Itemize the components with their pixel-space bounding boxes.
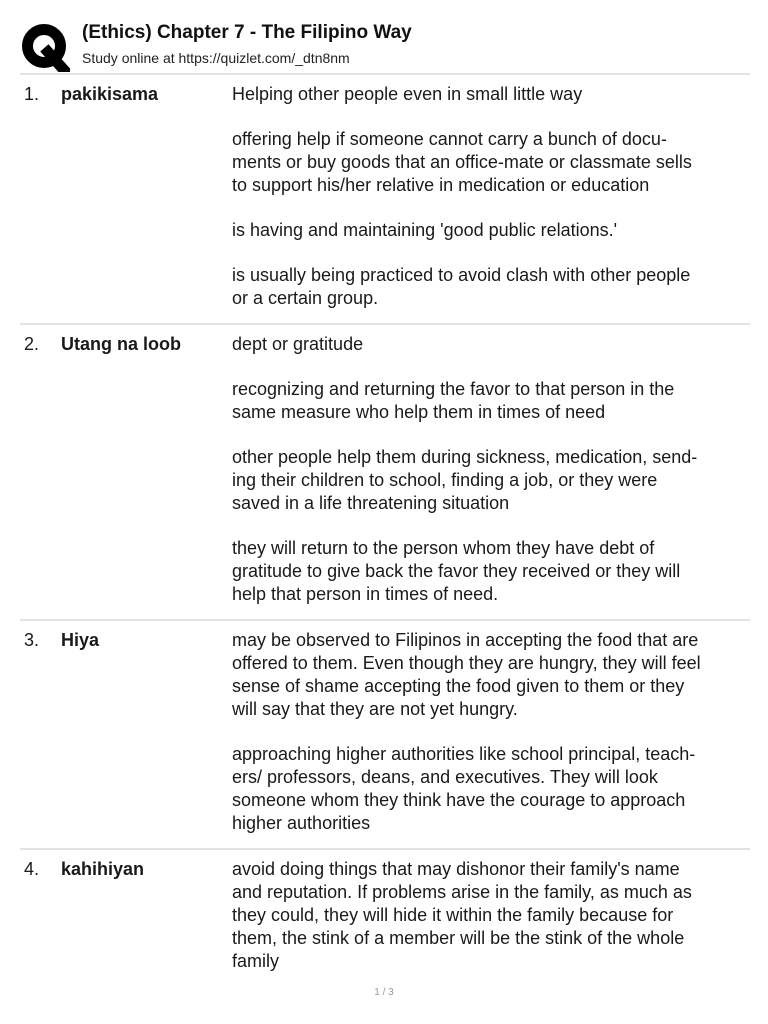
card-number: 3.	[24, 630, 40, 650]
definition-paragraph: may be observed to Filipinos in accepting the food that are offered to them. Even though they are hungry, they will feel sense of shame accepting the food given to them or they will say that they are not yet hungry.	[232, 630, 701, 719]
study-online-link-text: Study online at https://quizlet.com/_dtn8nm	[82, 50, 350, 66]
card-term: kahihiyan	[61, 859, 145, 879]
page-header	[20, 18, 750, 72]
definition-paragraph: is usually being practiced to avoid clash with other people or a certain group.	[232, 265, 691, 308]
definition-paragraph: other people help them during sickness, medication, send- ing their children to school, finding a job, or they were saved in a life threatening situation	[232, 447, 698, 513]
definition-paragraph: Helping other people even in small little way	[232, 84, 583, 104]
card-definitions	[232, 333, 750, 606]
definition-paragraph: recognizing and returning the favor to that person in the same measure who help them in times of need	[232, 379, 675, 422]
card-term: Utang na loob	[61, 334, 181, 354]
card-number: 4.	[24, 859, 40, 879]
flashcard-row	[20, 73, 750, 323]
flashcard-row	[20, 323, 750, 619]
definition-paragraph: avoid doing things that may dishonor their family's name and reputation. If problems arise in the family, as much as they could, they will hide it within the family because for them, the stink of a member will be the stink of the whole family	[232, 859, 692, 971]
card-term: pakikisama	[61, 84, 159, 104]
card-definitions	[232, 858, 750, 973]
definition-paragraph: approaching higher authorities like school principal, teach- ers/ professors, deans, and executives. They will look someone whom they think have the courage to approach higher authorities	[232, 744, 696, 833]
quizlet-q-logo-icon	[20, 22, 70, 72]
definition-paragraph: offering help if someone cannot carry a bunch of docu- ments or buy goods that an office-mate or classmate sells to support his/her relative in medication or education	[232, 129, 692, 195]
definition-paragraph: dept or gratitude	[232, 334, 364, 354]
flashcard-row	[20, 848, 750, 986]
flashcard-row	[20, 619, 750, 848]
definition-paragraph: they will return to the person whom they have debt of gratitude to give back the favor they received or they will help that person in times of need.	[232, 538, 681, 604]
card-definitions	[232, 83, 750, 310]
card-term: Hiya	[61, 630, 100, 650]
definition-paragraph: is having and maintaining 'good public relations.'	[232, 220, 618, 240]
card-number: 1.	[24, 84, 40, 104]
card-definitions	[232, 629, 750, 835]
page-number: 1 / 3	[374, 987, 394, 998]
page-title: (Ethics) Chapter 7 - The Filipino Way	[82, 22, 412, 43]
card-number: 2.	[24, 334, 40, 354]
flashcard-list	[20, 73, 750, 986]
